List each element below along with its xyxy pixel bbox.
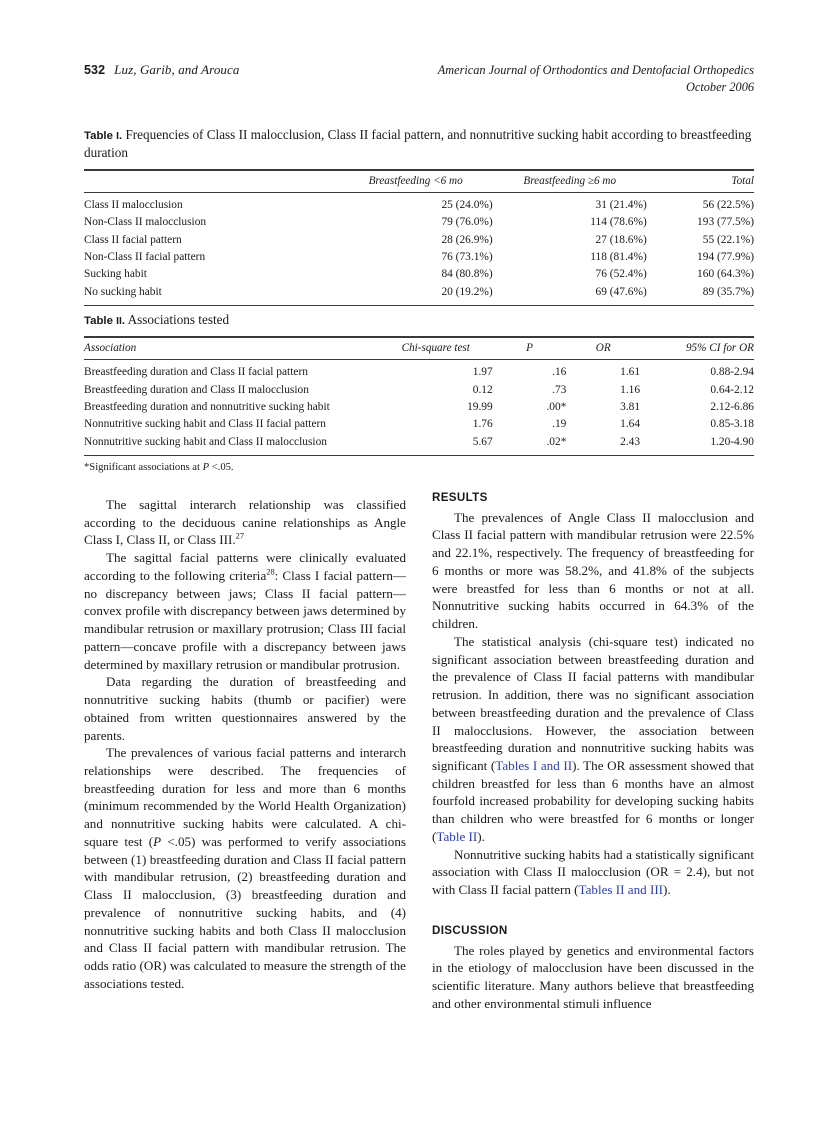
table-2-row-0-chi: 1.97: [472, 366, 493, 379]
table-2-block: [84, 311, 754, 475]
table-2-row-4-p: .02*: [493, 434, 567, 456]
link-table-2[interactable]: Table II: [436, 828, 478, 844]
table-1-row-5-label: No sucking habit: [84, 284, 339, 306]
table-1-row-1-ge6: 114 (78.6%): [590, 216, 647, 229]
table-2-row-1-ci: 0.64-2.12: [710, 383, 754, 396]
table-2-row-4-association: Nonnutritive sucking habit and Class II malocclusion: [84, 434, 379, 456]
table-1-row-3-ge6: 118 (81.4%): [590, 250, 647, 263]
table-1-col-0: [84, 170, 339, 193]
table-row: [84, 192, 754, 214]
table-2-row-3-chi: 1.76: [472, 418, 493, 431]
heading-results: RESULTS: [432, 491, 488, 504]
table-2-row-2-association: Breastfeeding duration and nonnutritive sucking habit: [84, 401, 330, 413]
table-1-row-4-lt6: 84 (80.8%): [441, 268, 493, 281]
table-1-row-5-total: 89 (35.7%): [647, 284, 754, 306]
table-2-row-2-p: .00*: [546, 401, 567, 413]
table-1-row-3-lt6: 76 (73.1%): [441, 250, 493, 263]
table-2-col-3: OR: [566, 337, 640, 360]
table-2-row-0-ci: 0.88-2.94: [710, 366, 754, 379]
table-row: [84, 231, 754, 248]
page-number: 532: [84, 63, 106, 77]
link-tables-1-and-2[interactable]: Tables I and II: [495, 757, 573, 773]
table-1-row-2-ge6: 27 (18.6%): [595, 233, 647, 246]
table-2-row-4-chi: 5.67: [379, 434, 493, 456]
table-row: [84, 360, 754, 382]
table-1-row-0-ge6: 31 (21.4%): [595, 198, 647, 211]
table-1-caption-text: Frequencies of Class II malocclusion, Class II facial pattern, and nonnutritive sucking habit according to breastfeeding duration: [84, 127, 752, 161]
p-symbol: P: [153, 833, 162, 849]
reference-marker-27: 27: [235, 532, 245, 542]
body-column-left: [84, 496, 406, 993]
table-1-caption: [84, 126, 754, 162]
table-1-label: Table I.: [84, 130, 123, 142]
table-1-row-2-lt6: 28 (26.9%): [441, 233, 493, 246]
table-1-col-1: Breastfeeding <6 mo: [339, 170, 493, 193]
table-1-row-2-label: Class II facial pattern: [84, 233, 182, 246]
table-1-col-3: Total: [647, 170, 754, 193]
paragraph-results-prevalences: The prevalences of Angle Class II malocclusion and Class II facial pattern with mandibular retrusion were 22.5% and 22.1%, respectively. The frequency of breastfeeding for 6 months or more was 58.2%, and 41.8% of the subjects were breastfed for less than 6 months or not at all. Nonnutritive sucking habits occurred in 64.3% of the children.: [432, 509, 754, 632]
body-column-right: [432, 490, 754, 1013]
table-row: [84, 284, 754, 306]
paragraph-sagittal-facial-patterns: The sagittal facial patterns were clinically evaluated according to the following criteria$^{28}$: Class I facial pattern—no discrepancy between jaws; Class II facial pattern—convex profile with discrepancy between jaws determined by mandibular retrusion or maxillary protrusion; Class III facial pattern—concave profile with a discrepancy between jaws determined by maxillary retrusion or mandibular protrusion.: [84, 550, 406, 672]
table-2: [84, 336, 754, 456]
table-2-row-3-association: Nonnutritive sucking habit and Class II facial pattern: [84, 418, 326, 431]
table-1-col-2: Breastfeeding ≥6 mo: [493, 170, 647, 193]
running-head-authors: Luz, Garib, and Arouca: [114, 62, 240, 77]
table-1-row-1-label: Non-Class II malocclusion: [84, 216, 207, 229]
paragraph-results-statistics: The statistical analysis (chi-square test) indicated no significant association between breastfeeding duration and the prevalence of Class II facial patterns with mandibular retrusion. In addition, there was no significant association between breastfeeding duration and the prevalence of Class II malocclusions. However, the association between breastfeeding duration and nonnutritive sucking habits was significant (Tables I and II). The OR assessment showed that children breastfed for less than 6 months have an almost fourfold increased probability for developing sucking habits than children who were breastfed for 6 months or longer (Table II).: [432, 633, 755, 844]
paragraph-discussion-intro: The roles played by genetics and environmental factors in the etiology of malocclusion have been discussed in the scientific literature. Many authors believe that breastfeeding and other environmental stimuli influence: [432, 942, 754, 1011]
paragraph-results-sucking-habits: Nonnutritive sucking habits had a statistically significant association with Class II malocclusion (OR = 2.4), but not with Class II facial pattern (Tables II and III).: [432, 846, 754, 898]
table-2-row-0-association: Breastfeeding duration and Class II facial pattern: [84, 366, 308, 379]
table-2-row-3-ci: 0.85-3.18: [710, 418, 754, 431]
table-1-header-row: [84, 170, 754, 193]
heading-discussion: DISCUSSION: [432, 923, 508, 937]
table-row: [84, 416, 754, 433]
table-2-caption-text: Associations tested: [127, 312, 230, 327]
table-1-block: [84, 126, 754, 306]
table-2-row-1-association: Breastfeeding duration and Class II malocclusion: [84, 383, 309, 396]
table-1-row-5-lt6: 20 (19.2%): [339, 284, 493, 306]
table-1-row-2-total: 55 (22.1%): [702, 233, 754, 246]
table-1: [84, 169, 754, 306]
table-row: [84, 249, 754, 266]
table-row: [84, 381, 754, 398]
table-2-header-row: [84, 337, 754, 360]
issue-date: October 2006: [686, 80, 754, 95]
paragraph-data-collection: Data regarding the duration of breastfeeding and nonnutritive sucking habits (thumb or pacifier) were obtained from written questionnaires answered by the parents.: [84, 674, 406, 743]
paragraph-statistical-methods: The prevalences of various facial patterns and interarch relationships were described. The frequencies of breastfeeding duration for less and more than 6 months (minimum recommended by the World Health Organization) and nonnutritive sucking habits were calculated. A chi-square test (P <.05) was performed to verify associations between (1) breastfeeding duration and Class II facial pattern with mandibular retrusion, (2) breastfeeding duration and Class II malocclusion, (3) breastfeeding duration and prevalence of nonnutritive sucking habits, and (4) nonnutritive sucking habits and both Class II malocclusion and Class II facial pattern with mandibular retrusion. The odds ratio (OR) was calculated to measure the strength of the associations tested.: [84, 745, 406, 991]
table-2-row-0-or: 1.61: [620, 366, 641, 379]
table-1-row-4-total: 160 (64.3%): [697, 268, 754, 281]
table-2-row-2-ci: 2.12-6.86: [710, 401, 754, 413]
reference-marker-28: 28: [266, 567, 275, 577]
table-1-row-1-total: 193 (77.5%): [697, 216, 754, 229]
table-2-row-4-ci: 1.20-4.90: [640, 434, 754, 456]
table-row: [84, 399, 754, 416]
table-1-row-0-label: Class II malocclusion: [84, 198, 183, 211]
table-1-row-3-total: 194 (77.9%): [697, 250, 754, 263]
table-1-row-5-ge6: 69 (47.6%): [493, 284, 647, 306]
table-2-col-4: 95% CI for OR: [640, 337, 754, 360]
table-1-row-3-label: Non-Class II facial pattern: [84, 250, 206, 263]
table-2-row-3-p: .19: [552, 418, 567, 431]
table-2-row-1-p: .73: [552, 383, 567, 396]
table-2-row-3-or: 1.64: [620, 418, 641, 431]
link-tables-2-and-3[interactable]: Tables II and III: [578, 882, 664, 898]
journal-title: American Journal of Orthodontics and Dentofacial Orthopedics: [437, 63, 754, 77]
table-2-col-2: P: [493, 337, 567, 360]
table-row: [84, 434, 754, 456]
table-2-footnote: *Significant associations at P <.05.: [84, 461, 234, 473]
table-row: [84, 214, 754, 231]
running-head-right: [438, 62, 754, 97]
table-2-row-1-chi: 0.12: [472, 383, 493, 396]
footnote-p-symbol: P: [202, 461, 210, 473]
table-row: [84, 266, 754, 283]
table-2-col-0: Association: [84, 337, 379, 360]
table-2-row-1-or: 1.16: [620, 383, 641, 396]
table-1-row-4-ge6: 76 (52.4%): [595, 268, 647, 281]
table-1-row-0-lt6: 25 (24.0%): [441, 198, 493, 211]
running-head: [84, 62, 754, 97]
running-head-left: [84, 62, 240, 78]
table-1-row-1-lt6: 79 (76.0%): [441, 216, 493, 229]
table-2-label: Table II.: [84, 315, 126, 327]
table-2-row-2-chi: 19.99: [467, 401, 493, 413]
table-2-caption: [84, 311, 754, 329]
table-2-col-1: Chi-square test: [379, 337, 493, 360]
table-1-row-0-total: 56 (22.5%): [702, 198, 754, 211]
table-1-row-4-label: Sucking habit: [84, 268, 147, 281]
table-2-row-2-or: 3.81: [620, 401, 641, 413]
paragraph-sagittal-interarch: The sagittal interarch relationship was classified according to the deciduous canine relationships as Angle Class I, Class II, or Class III.$^{27}$: [84, 497, 406, 548]
table-2-row-0-p: .16: [552, 366, 567, 379]
table-2-row-4-or: 2.43: [566, 434, 640, 456]
